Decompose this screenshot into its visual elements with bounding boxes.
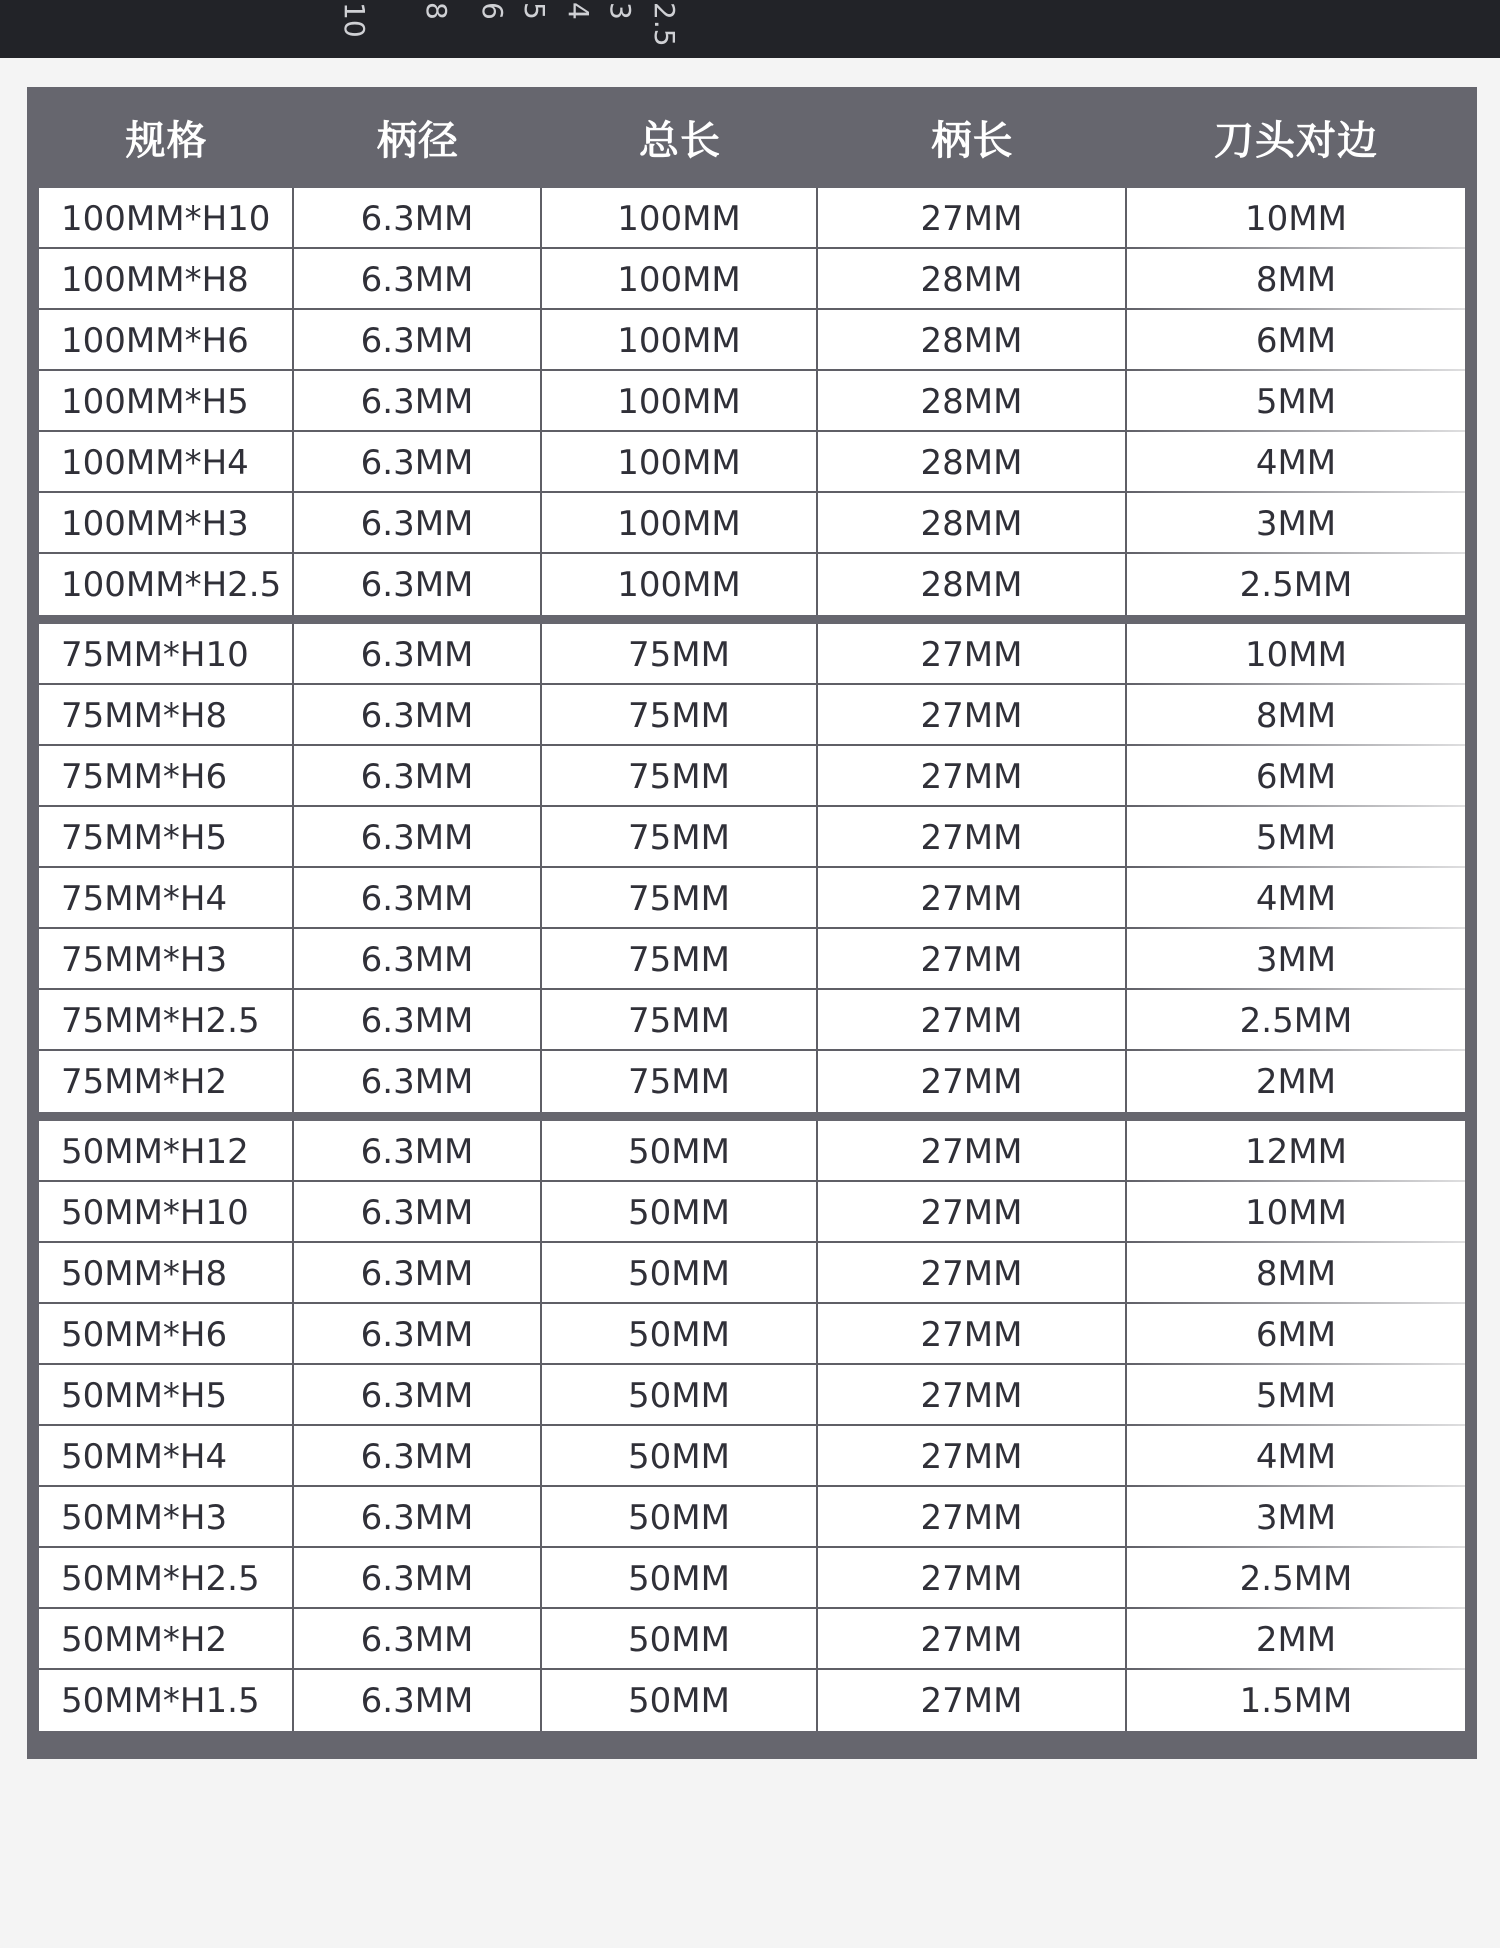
cell-tip-size: 12MM bbox=[1245, 1131, 1347, 1172]
cell-shank-diameter: 6.3MM bbox=[294, 685, 542, 746]
cell-spec: 100MM*H10 bbox=[39, 188, 294, 249]
table-row bbox=[39, 1121, 1465, 1182]
cell-shank-diameter: 6.3MM bbox=[294, 371, 542, 432]
cell-shank-diameter: 6.3MM bbox=[294, 1609, 542, 1670]
cell-total-length: 75MM bbox=[542, 1051, 818, 1112]
cell-total-length: 50MM bbox=[542, 1609, 818, 1670]
cell-shank-length: 27MM bbox=[818, 746, 1127, 807]
top-size-mark: 5 bbox=[518, 2, 551, 20]
cell-spec: 50MM*H3 bbox=[39, 1487, 294, 1548]
table-row bbox=[39, 310, 1465, 371]
table-group-100mm bbox=[39, 188, 1465, 615]
cell-tip-size: 1.5MM bbox=[1239, 1680, 1353, 1721]
cell-shank-diameter: 6.3MM bbox=[294, 1243, 542, 1304]
cell-spec: 50MM*H1.5 bbox=[39, 1670, 294, 1731]
cell-total-length: 50MM bbox=[542, 1121, 818, 1182]
cell-total-length: 75MM bbox=[542, 807, 818, 868]
cell-shank-diameter: 6.3MM bbox=[294, 1304, 542, 1365]
cell-shank-diameter: 6.3MM bbox=[294, 1182, 542, 1243]
cell-tip-size: 3MM bbox=[1255, 939, 1337, 980]
cell-total-length: 75MM bbox=[542, 685, 818, 746]
top-size-mark: 3 bbox=[604, 2, 637, 20]
cell-tip-size: 10MM bbox=[1245, 1192, 1347, 1233]
header-shank-length: 柄长 bbox=[931, 118, 1014, 164]
cell-tip-size: 5MM bbox=[1255, 381, 1337, 422]
top-size-mark: 6 bbox=[476, 2, 509, 20]
cell-total-length: 50MM bbox=[542, 1182, 818, 1243]
table-row bbox=[39, 868, 1465, 929]
cell-spec: 100MM*H5 bbox=[39, 371, 294, 432]
table-row bbox=[39, 746, 1465, 807]
cell-spec: 50MM*H4 bbox=[39, 1426, 294, 1487]
cell-total-length: 100MM bbox=[542, 432, 818, 493]
top-size-mark: 4 bbox=[562, 2, 595, 20]
cell-shank-length: 27MM bbox=[818, 1051, 1127, 1112]
cell-shank-length: 28MM bbox=[818, 371, 1127, 432]
cell-tip-size: 6MM bbox=[1255, 1314, 1337, 1355]
cell-shank-length: 27MM bbox=[818, 990, 1127, 1051]
cell-shank-length: 27MM bbox=[818, 868, 1127, 929]
cell-spec: 50MM*H6 bbox=[39, 1304, 294, 1365]
spec-table bbox=[27, 87, 1477, 1759]
cell-spec: 50MM*H2 bbox=[39, 1609, 294, 1670]
header-tip-size: 刀头对边 bbox=[1214, 118, 1378, 164]
table-row bbox=[39, 554, 1465, 615]
cell-tip-size: 4MM bbox=[1255, 1436, 1337, 1477]
header-shank-diameter: 柄径 bbox=[377, 118, 459, 164]
cell-shank-diameter: 6.3MM bbox=[294, 1426, 542, 1487]
header-total-length: 总长 bbox=[639, 118, 721, 164]
cell-spec: 75MM*H10 bbox=[39, 624, 294, 685]
cell-spec: 50MM*H10 bbox=[39, 1182, 294, 1243]
cell-shank-length: 28MM bbox=[818, 493, 1127, 554]
cell-shank-length: 27MM bbox=[818, 624, 1127, 685]
table-row bbox=[39, 990, 1465, 1051]
top-size-mark: 2.5 bbox=[648, 2, 681, 47]
cell-shank-diameter: 6.3MM bbox=[294, 1365, 542, 1426]
cell-tip-size: 3MM bbox=[1255, 503, 1337, 544]
cell-shank-diameter: 6.3MM bbox=[294, 624, 542, 685]
cell-shank-length: 27MM bbox=[818, 1182, 1127, 1243]
cell-spec: 100MM*H2.5 bbox=[39, 554, 294, 615]
cell-shank-length: 27MM bbox=[818, 1304, 1127, 1365]
cell-shank-length: 27MM bbox=[818, 1365, 1127, 1426]
cell-total-length: 100MM bbox=[542, 188, 818, 249]
cell-shank-diameter: 6.3MM bbox=[294, 1548, 542, 1609]
cell-shank-length: 27MM bbox=[818, 1670, 1127, 1731]
cell-shank-length: 27MM bbox=[818, 807, 1127, 868]
cell-shank-diameter: 6.3MM bbox=[294, 249, 542, 310]
cell-total-length: 75MM bbox=[542, 868, 818, 929]
table-row bbox=[39, 1426, 1465, 1487]
cell-spec: 100MM*H6 bbox=[39, 310, 294, 371]
cell-total-length: 50MM bbox=[542, 1243, 818, 1304]
top-product-strip bbox=[0, 0, 1500, 58]
cell-total-length: 50MM bbox=[542, 1304, 818, 1365]
cell-spec: 100MM*H3 bbox=[39, 493, 294, 554]
top-size-mark: 10 bbox=[338, 2, 371, 38]
cell-spec: 75MM*H2 bbox=[39, 1051, 294, 1112]
cell-spec: 75MM*H4 bbox=[39, 868, 294, 929]
cell-spec: 50MM*H12 bbox=[39, 1121, 294, 1182]
table-row bbox=[39, 1365, 1465, 1426]
cell-total-length: 50MM bbox=[542, 1426, 818, 1487]
cell-shank-diameter: 6.3MM bbox=[294, 432, 542, 493]
cell-shank-length: 27MM bbox=[818, 1426, 1127, 1487]
cell-tip-size: 2.5MM bbox=[1239, 1558, 1353, 1599]
cell-total-length: 100MM bbox=[542, 493, 818, 554]
cell-tip-size: 5MM bbox=[1255, 1375, 1337, 1416]
cell-total-length: 75MM bbox=[542, 746, 818, 807]
cell-shank-length: 28MM bbox=[818, 432, 1127, 493]
table-row bbox=[39, 188, 1465, 249]
table-group-75mm bbox=[39, 624, 1465, 1112]
cell-tip-size: 2.5MM bbox=[1239, 564, 1353, 605]
cell-shank-length: 27MM bbox=[818, 1243, 1127, 1304]
cell-shank-length: 27MM bbox=[818, 929, 1127, 990]
cell-shank-diameter: 6.3MM bbox=[294, 929, 542, 990]
cell-tip-size: 8MM bbox=[1255, 1253, 1337, 1294]
cell-spec: 50MM*H5 bbox=[39, 1365, 294, 1426]
table-row bbox=[39, 624, 1465, 685]
cell-tip-size: 10MM bbox=[1245, 634, 1347, 675]
header-spec: 规格 bbox=[125, 118, 208, 164]
cell-total-length: 100MM bbox=[542, 249, 818, 310]
cell-tip-size: 5MM bbox=[1255, 817, 1337, 858]
cell-shank-diameter: 6.3MM bbox=[294, 1051, 542, 1112]
cell-tip-size: 2MM bbox=[1255, 1619, 1337, 1660]
cell-total-length: 100MM bbox=[542, 371, 818, 432]
table-row bbox=[39, 1182, 1465, 1243]
cell-shank-diameter: 6.3MM bbox=[294, 493, 542, 554]
table-header-row bbox=[39, 87, 1465, 188]
cell-spec: 50MM*H8 bbox=[39, 1243, 294, 1304]
cell-shank-diameter: 6.3MM bbox=[294, 1121, 542, 1182]
cell-shank-length: 27MM bbox=[818, 1487, 1127, 1548]
cell-shank-diameter: 6.3MM bbox=[294, 807, 542, 868]
cell-spec: 75MM*H5 bbox=[39, 807, 294, 868]
cell-shank-diameter: 6.3MM bbox=[294, 554, 542, 615]
table-row bbox=[39, 1548, 1465, 1609]
cell-shank-length: 28MM bbox=[818, 310, 1127, 371]
table-row bbox=[39, 929, 1465, 990]
cell-total-length: 75MM bbox=[542, 929, 818, 990]
cell-total-length: 75MM bbox=[542, 624, 818, 685]
cell-tip-size: 2.5MM bbox=[1239, 1000, 1353, 1041]
cell-tip-size: 2MM bbox=[1255, 1061, 1337, 1102]
cell-tip-size: 4MM bbox=[1255, 878, 1337, 919]
table-row bbox=[39, 1304, 1465, 1365]
table-row bbox=[39, 807, 1465, 868]
cell-shank-diameter: 6.3MM bbox=[294, 1670, 542, 1731]
table-row bbox=[39, 685, 1465, 746]
cell-shank-length: 27MM bbox=[818, 188, 1127, 249]
cell-shank-length: 27MM bbox=[818, 1121, 1127, 1182]
table-row bbox=[39, 249, 1465, 310]
cell-spec: 100MM*H4 bbox=[39, 432, 294, 493]
cell-shank-diameter: 6.3MM bbox=[294, 1487, 542, 1548]
cell-shank-length: 27MM bbox=[818, 1609, 1127, 1670]
cell-tip-size: 8MM bbox=[1255, 695, 1337, 736]
cell-shank-diameter: 6.3MM bbox=[294, 188, 542, 249]
cell-total-length: 50MM bbox=[542, 1487, 818, 1548]
top-size-marks bbox=[330, 0, 710, 58]
cell-tip-size: 4MM bbox=[1255, 442, 1337, 483]
table-row bbox=[39, 371, 1465, 432]
cell-total-length: 50MM bbox=[542, 1548, 818, 1609]
cell-tip-size: 10MM bbox=[1245, 198, 1347, 239]
cell-total-length: 75MM bbox=[542, 990, 818, 1051]
cell-shank-length: 27MM bbox=[818, 1548, 1127, 1609]
cell-total-length: 100MM bbox=[542, 310, 818, 371]
cell-tip-size: 3MM bbox=[1255, 1497, 1337, 1538]
cell-total-length: 50MM bbox=[542, 1670, 818, 1731]
cell-tip-size: 8MM bbox=[1255, 259, 1337, 300]
cell-shank-length: 28MM bbox=[818, 554, 1127, 615]
table-row bbox=[39, 493, 1465, 554]
cell-spec: 75MM*H8 bbox=[39, 685, 294, 746]
table-group-50mm bbox=[39, 1121, 1465, 1731]
cell-shank-diameter: 6.3MM bbox=[294, 990, 542, 1051]
cell-shank-length: 28MM bbox=[818, 249, 1127, 310]
cell-tip-size: 6MM bbox=[1255, 756, 1337, 797]
cell-shank-diameter: 6.3MM bbox=[294, 868, 542, 929]
table-row bbox=[39, 1243, 1465, 1304]
cell-total-length: 50MM bbox=[542, 1365, 818, 1426]
cell-total-length: 100MM bbox=[542, 554, 818, 615]
table-row bbox=[39, 432, 1465, 493]
top-size-mark: 8 bbox=[420, 2, 453, 20]
cell-spec: 50MM*H2.5 bbox=[39, 1548, 294, 1609]
cell-spec: 75MM*H3 bbox=[39, 929, 294, 990]
cell-spec: 100MM*H8 bbox=[39, 249, 294, 310]
table-row bbox=[39, 1609, 1465, 1670]
table-row bbox=[39, 1670, 1465, 1731]
table-row bbox=[39, 1051, 1465, 1112]
cell-spec: 75MM*H2.5 bbox=[39, 990, 294, 1051]
cell-spec: 75MM*H6 bbox=[39, 746, 294, 807]
cell-shank-diameter: 6.3MM bbox=[294, 746, 542, 807]
cell-shank-length: 27MM bbox=[818, 685, 1127, 746]
table-row bbox=[39, 1487, 1465, 1548]
cell-shank-diameter: 6.3MM bbox=[294, 310, 542, 371]
cell-tip-size: 6MM bbox=[1255, 320, 1337, 361]
